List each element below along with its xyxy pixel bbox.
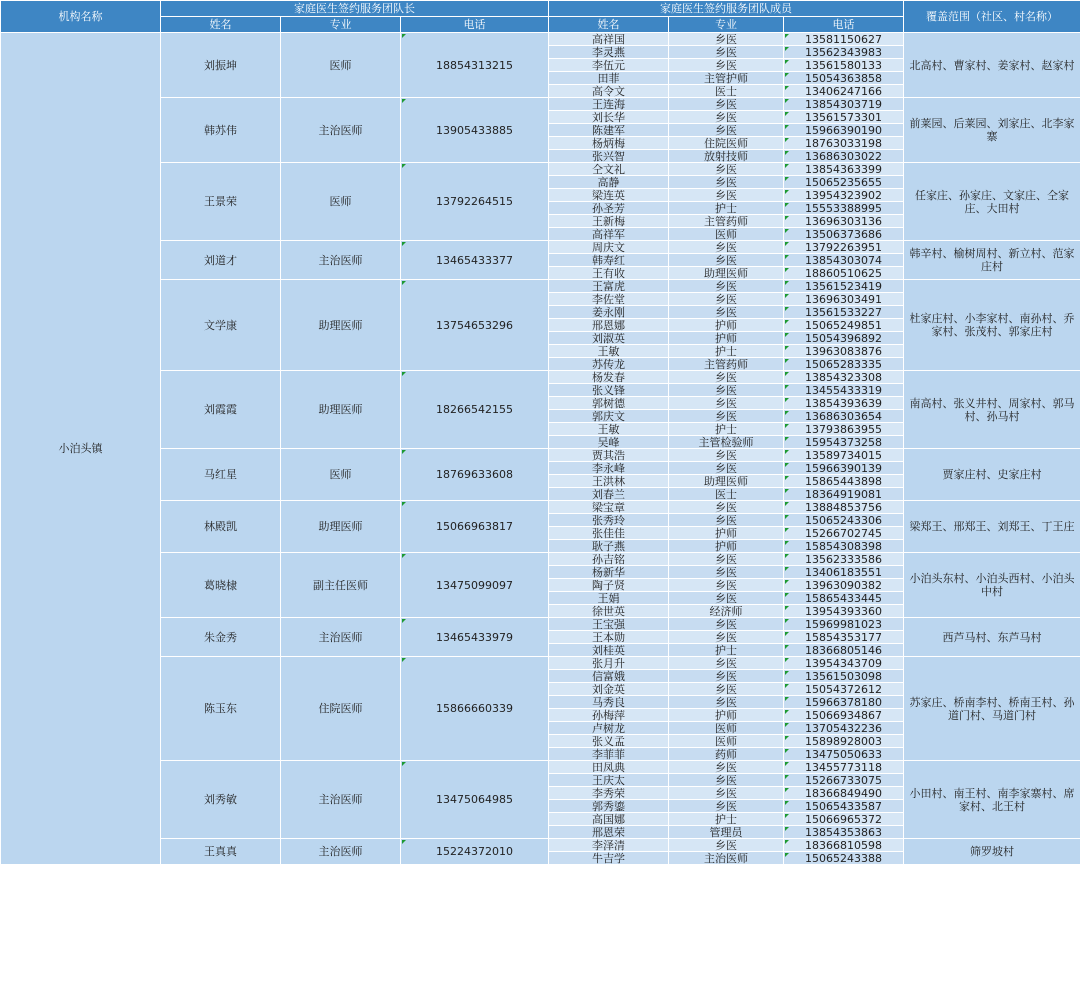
member-phone: 13854303719 — [784, 98, 904, 111]
member-name: 王宝强 — [549, 618, 669, 631]
table-row — [1, 241, 1080, 254]
member-phone: 13561580133 — [784, 59, 904, 72]
member-specialty: 护师 — [669, 527, 784, 540]
member-specialty: 乡医 — [669, 306, 784, 319]
member-phone: 15854353177 — [784, 631, 904, 644]
member-specialty: 护师 — [669, 709, 784, 722]
leader-specialty: 医师 — [281, 163, 401, 241]
member-name: 李灵燕 — [549, 46, 669, 59]
leader-specialty: 助理医师 — [281, 280, 401, 371]
member-specialty: 护师 — [669, 540, 784, 553]
leader-name: 葛晓棣 — [161, 553, 281, 618]
member-phone: 18366849490 — [784, 787, 904, 800]
member-name: 姜永刚 — [549, 306, 669, 319]
coverage-cell: 杜家庄村、小李家村、南孙村、乔家村、张茂村、郭家庄村 — [904, 280, 1080, 371]
member-phone: 13954393360 — [784, 605, 904, 618]
member-specialty: 护士 — [669, 813, 784, 826]
org-header: 机构名称 — [1, 1, 161, 33]
member-specialty: 主管护师 — [669, 72, 784, 85]
leader-specialty: 主治医师 — [281, 839, 401, 865]
member-phone: 13793863955 — [784, 423, 904, 436]
member-phone: 15898928003 — [784, 735, 904, 748]
member-specialty: 乡医 — [669, 670, 784, 683]
leader-specialty: 副主任医师 — [281, 553, 401, 618]
coverage-cell: 小田村、南王村、南李家寨村、席家村、北王村 — [904, 761, 1080, 839]
member-phone: 13954343709 — [784, 657, 904, 670]
member-specialty: 医师 — [669, 735, 784, 748]
coverage-cell: 韩辛村、榆树周村、新立村、范家庄村 — [904, 241, 1080, 280]
member-phone: 15065243306 — [784, 514, 904, 527]
leader-name: 刘道才 — [161, 241, 281, 280]
table-row — [1, 371, 1080, 384]
member-phone: 13562333586 — [784, 553, 904, 566]
table-row — [1, 280, 1080, 293]
member-phone: 13561533227 — [784, 306, 904, 319]
member-specialty: 乡医 — [669, 631, 784, 644]
coverage-cell: 贾家庄村、史家庄村 — [904, 449, 1080, 501]
member-specialty: 护师 — [669, 332, 784, 345]
member-specialty: 乡医 — [669, 696, 784, 709]
member-phone: 15954373258 — [784, 436, 904, 449]
leader-name: 王真真 — [161, 839, 281, 865]
member-phone: 18366810598 — [784, 839, 904, 852]
coverage-cell: 南高村、张义井村、周家村、郭马村、孙马村 — [904, 371, 1080, 449]
member-phone: 13561523419 — [784, 280, 904, 293]
member-phone: 13686303654 — [784, 410, 904, 423]
member-phone: 13963083876 — [784, 345, 904, 358]
member-specialty: 助理医师 — [669, 267, 784, 280]
member-name: 郭树德 — [549, 397, 669, 410]
member-name: 仝文礼 — [549, 163, 669, 176]
member-name: 徐世英 — [549, 605, 669, 618]
member-specialty: 住院医师 — [669, 137, 784, 150]
member-specialty: 主管检验师 — [669, 436, 784, 449]
member-name: 郭秀鎏 — [549, 800, 669, 813]
member-name: 李泽清 — [549, 839, 669, 852]
member-phone: 13884853756 — [784, 501, 904, 514]
member-phone: 18860510625 — [784, 267, 904, 280]
leader-phone: 13465433377 — [401, 241, 549, 280]
member-specialty: 乡医 — [669, 787, 784, 800]
member-phone: 13696303136 — [784, 215, 904, 228]
member-phone: 13455433319 — [784, 384, 904, 397]
member-specialty: 乡医 — [669, 176, 784, 189]
coverage-cell: 筛罗坡村 — [904, 839, 1080, 865]
member-phone: 15969981023 — [784, 618, 904, 631]
member-group-header: 家庭医生签约服务团队成员 — [549, 1, 904, 17]
member-name: 张月升 — [549, 657, 669, 670]
member-name: 高祥军 — [549, 228, 669, 241]
member-specialty: 乡医 — [669, 46, 784, 59]
member-phone: 13963090382 — [784, 579, 904, 592]
member-phone: 13406247166 — [784, 85, 904, 98]
member-specialty: 乡医 — [669, 98, 784, 111]
table-row — [1, 449, 1080, 462]
member-phone: 13406183551 — [784, 566, 904, 579]
member-specialty: 护士 — [669, 202, 784, 215]
member-name: 刘金英 — [549, 683, 669, 696]
coverage-cell: 苏家庄、桥南李村、桥南王村、孙道门村、马道门村 — [904, 657, 1080, 761]
member-specialty: 乡医 — [669, 774, 784, 787]
member-phone: 15966390139 — [784, 462, 904, 475]
leader-phone: 13465433979 — [401, 618, 549, 657]
member-name: 杨发春 — [549, 371, 669, 384]
leader-specialty: 医师 — [281, 33, 401, 98]
leader-phone: 13792264515 — [401, 163, 549, 241]
leader-specialty: 主治医师 — [281, 618, 401, 657]
member-name: 邢恩娜 — [549, 319, 669, 332]
member-name: 王敏 — [549, 345, 669, 358]
leader-phone: 18854313215 — [401, 33, 549, 98]
member-phone: 13854393639 — [784, 397, 904, 410]
leader-phone: 13475099097 — [401, 553, 549, 618]
member-specialty: 乡医 — [669, 163, 784, 176]
member-phone: 13581150627 — [784, 33, 904, 46]
member-specialty: 乡医 — [669, 241, 784, 254]
member-specialty: 乡医 — [669, 683, 784, 696]
leader-phone: 15866660339 — [401, 657, 549, 761]
member-name: 孙梅萍 — [549, 709, 669, 722]
member-name: 梁宝章 — [549, 501, 669, 514]
member-name: 王有收 — [549, 267, 669, 280]
member-phone: 18364919081 — [784, 488, 904, 501]
member-name: 王新梅 — [549, 215, 669, 228]
member-phone: 15065243388 — [784, 852, 904, 865]
leader-phone-header: 电话 — [401, 17, 549, 33]
member-name: 马秀良 — [549, 696, 669, 709]
member-specialty: 乡医 — [669, 579, 784, 592]
member-phone-header: 电话 — [784, 17, 904, 33]
member-name: 吴峰 — [549, 436, 669, 449]
table-row — [1, 657, 1080, 670]
table-row — [1, 839, 1080, 852]
member-phone: 15065249851 — [784, 319, 904, 332]
member-phone: 15553388995 — [784, 202, 904, 215]
coverage-cell: 前莱园、后莱园、刘家庄、北李家寨 — [904, 98, 1080, 163]
member-name: 李佐堂 — [549, 293, 669, 306]
member-name: 邢恩荣 — [549, 826, 669, 839]
member-specialty: 护士 — [669, 345, 784, 358]
member-name: 王富虎 — [549, 280, 669, 293]
member-name: 王敏 — [549, 423, 669, 436]
member-phone: 13506373686 — [784, 228, 904, 241]
member-name: 高国娜 — [549, 813, 669, 826]
member-phone: 15854308398 — [784, 540, 904, 553]
table-row — [1, 501, 1080, 514]
member-specialty: 乡医 — [669, 189, 784, 202]
member-specialty: 医师 — [669, 722, 784, 735]
member-phone: 13854353863 — [784, 826, 904, 839]
member-specialty: 医士 — [669, 85, 784, 98]
member-specialty: 乡医 — [669, 566, 784, 579]
member-specialty: 乡医 — [669, 657, 784, 670]
member-specialty: 护士 — [669, 423, 784, 436]
member-name: 王庆太 — [549, 774, 669, 787]
coverage-cell: 梁郑王、邢郑王、刘郑王、丁王庄 — [904, 501, 1080, 553]
member-phone: 13792263951 — [784, 241, 904, 254]
leader-name-header: 姓名 — [161, 17, 281, 33]
leader-phone: 15224372010 — [401, 839, 549, 865]
leader-name: 刘振坤 — [161, 33, 281, 98]
member-specialty: 主管药师 — [669, 358, 784, 371]
member-name: 王连海 — [549, 98, 669, 111]
member-name: 李永峰 — [549, 462, 669, 475]
member-specialty: 乡医 — [669, 839, 784, 852]
member-specialty: 乡医 — [669, 553, 784, 566]
member-name: 田凤典 — [549, 761, 669, 774]
member-specialty: 乡医 — [669, 761, 784, 774]
member-phone: 13854363399 — [784, 163, 904, 176]
member-specialty: 乡医 — [669, 371, 784, 384]
member-name: 张佳佳 — [549, 527, 669, 540]
coverage-header: 覆盖范围（社区、村名称） — [904, 1, 1080, 33]
member-phone: 15266733075 — [784, 774, 904, 787]
member-name: 信富娥 — [549, 670, 669, 683]
leader-name: 韩苏伟 — [161, 98, 281, 163]
member-phone: 13562343983 — [784, 46, 904, 59]
member-specialty: 乡医 — [669, 462, 784, 475]
coverage-cell: 小泊头东村、小泊头西村、小泊头中村 — [904, 553, 1080, 618]
leader-name: 陈玉东 — [161, 657, 281, 761]
member-name: 苏传龙 — [549, 358, 669, 371]
member-phone: 13705432236 — [784, 722, 904, 735]
member-specialty-header: 专业 — [669, 17, 784, 33]
member-specialty: 医师 — [669, 228, 784, 241]
member-specialty: 护师 — [669, 319, 784, 332]
leader-phone: 18769633608 — [401, 449, 549, 501]
member-specialty: 主治医师 — [669, 852, 784, 865]
leader-specialty: 住院医师 — [281, 657, 401, 761]
member-phone: 13475050633 — [784, 748, 904, 761]
member-phone: 18763033198 — [784, 137, 904, 150]
member-name: 刘桂英 — [549, 644, 669, 657]
member-phone: 15054363858 — [784, 72, 904, 85]
member-specialty: 乡医 — [669, 449, 784, 462]
member-name: 高祥国 — [549, 33, 669, 46]
member-specialty: 主管药师 — [669, 215, 784, 228]
member-name: 耿子燕 — [549, 540, 669, 553]
member-name: 贾其浩 — [549, 449, 669, 462]
member-specialty: 乡医 — [669, 293, 784, 306]
member-phone: 15066934867 — [784, 709, 904, 722]
member-specialty: 乡医 — [669, 501, 784, 514]
member-name: 韩寿红 — [549, 254, 669, 267]
member-name: 孙圣芳 — [549, 202, 669, 215]
member-phone: 15065433587 — [784, 800, 904, 813]
member-phone: 13696303491 — [784, 293, 904, 306]
member-specialty: 乡医 — [669, 800, 784, 813]
member-specialty: 放射技师 — [669, 150, 784, 163]
member-name: 杨新华 — [549, 566, 669, 579]
leader-group-header: 家庭医生签约服务团队长 — [161, 1, 549, 17]
leader-name: 王景荣 — [161, 163, 281, 241]
table-row — [1, 33, 1080, 46]
member-name: 王洪林 — [549, 475, 669, 488]
member-specialty: 乡医 — [669, 33, 784, 46]
coverage-cell: 北高村、曹家村、姜家村、赵家村 — [904, 33, 1080, 98]
member-name: 张义锋 — [549, 384, 669, 397]
member-phone: 13455773118 — [784, 761, 904, 774]
member-phone: 13854323308 — [784, 371, 904, 384]
table-body — [1, 33, 1080, 865]
member-specialty: 乡医 — [669, 514, 784, 527]
member-name: 李菲菲 — [549, 748, 669, 761]
member-name: 刘淑英 — [549, 332, 669, 345]
member-specialty: 乡医 — [669, 592, 784, 605]
member-phone: 13561573301 — [784, 111, 904, 124]
leader-phone: 13905433885 — [401, 98, 549, 163]
member-name: 王娟 — [549, 592, 669, 605]
member-name: 孙吉铭 — [549, 553, 669, 566]
member-specialty: 乡医 — [669, 280, 784, 293]
org-name-cell: 小泊头镇 — [1, 33, 161, 865]
leader-name: 马红星 — [161, 449, 281, 501]
leader-phone: 15066963817 — [401, 501, 549, 553]
member-phone: 15966378180 — [784, 696, 904, 709]
leader-name: 文学康 — [161, 280, 281, 371]
member-name: 梁连英 — [549, 189, 669, 202]
member-phone: 13589734015 — [784, 449, 904, 462]
member-phone: 13686303022 — [784, 150, 904, 163]
leader-specialty: 主治医师 — [281, 761, 401, 839]
member-name: 高令文 — [549, 85, 669, 98]
member-name: 陶子贤 — [549, 579, 669, 592]
member-specialty: 乡医 — [669, 124, 784, 137]
member-phone: 13954323902 — [784, 189, 904, 202]
member-phone: 13854303074 — [784, 254, 904, 267]
member-name: 李伍元 — [549, 59, 669, 72]
member-phone: 15865433445 — [784, 592, 904, 605]
member-specialty: 乡医 — [669, 59, 784, 72]
member-specialty: 乡医 — [669, 397, 784, 410]
member-specialty: 助理医师 — [669, 475, 784, 488]
member-name: 李秀荣 — [549, 787, 669, 800]
table-row — [1, 163, 1080, 176]
member-phone: 15966390190 — [784, 124, 904, 137]
leader-name: 朱金秀 — [161, 618, 281, 657]
leader-phone: 18266542155 — [401, 371, 549, 449]
member-name: 张义孟 — [549, 735, 669, 748]
leader-specialty-header: 专业 — [281, 17, 401, 33]
member-phone: 13561503098 — [784, 670, 904, 683]
leader-specialty: 助理医师 — [281, 371, 401, 449]
member-phone: 15066965372 — [784, 813, 904, 826]
member-name: 陈建军 — [549, 124, 669, 137]
leader-specialty: 医师 — [281, 449, 401, 501]
member-name: 牛吉学 — [549, 852, 669, 865]
leader-name: 刘霞霞 — [161, 371, 281, 449]
coverage-cell: 任家庄、孙家庄、文家庄、仝家庄、大田村 — [904, 163, 1080, 241]
member-name: 周庆文 — [549, 241, 669, 254]
member-specialty: 乡医 — [669, 111, 784, 124]
member-specialty: 医士 — [669, 488, 784, 501]
leader-specialty: 助理医师 — [281, 501, 401, 553]
member-name: 田菲 — [549, 72, 669, 85]
member-name: 高静 — [549, 176, 669, 189]
member-phone: 15065283335 — [784, 358, 904, 371]
coverage-cell: 西芦马村、东芦马村 — [904, 618, 1080, 657]
member-name: 杨炳梅 — [549, 137, 669, 150]
member-name: 张秀玲 — [549, 514, 669, 527]
member-name: 卢树龙 — [549, 722, 669, 735]
member-name: 刘春兰 — [549, 488, 669, 501]
member-name: 刘长华 — [549, 111, 669, 124]
leader-specialty: 主治医师 — [281, 98, 401, 163]
leader-specialty: 主治医师 — [281, 241, 401, 280]
leader-name: 林殿凯 — [161, 501, 281, 553]
member-name: 王本勋 — [549, 631, 669, 644]
table-header — [1, 1, 1080, 33]
member-specialty: 乡医 — [669, 410, 784, 423]
member-name: 张兴智 — [549, 150, 669, 163]
member-phone: 15065235655 — [784, 176, 904, 189]
table-row — [1, 618, 1080, 631]
member-specialty: 乡医 — [669, 254, 784, 267]
leader-phone: 13754653296 — [401, 280, 549, 371]
member-specialty: 护士 — [669, 644, 784, 657]
member-phone: 15054372612 — [784, 683, 904, 696]
table-row — [1, 98, 1080, 111]
member-name-header: 姓名 — [549, 17, 669, 33]
member-phone: 15054396892 — [784, 332, 904, 345]
member-specialty: 药师 — [669, 748, 784, 761]
member-specialty: 经济师 — [669, 605, 784, 618]
member-phone: 18366805146 — [784, 644, 904, 657]
member-specialty: 乡医 — [669, 618, 784, 631]
table-row — [1, 553, 1080, 566]
member-phone: 15865443898 — [784, 475, 904, 488]
member-phone: 15266702745 — [784, 527, 904, 540]
member-name: 郭庆文 — [549, 410, 669, 423]
member-specialty: 乡医 — [669, 384, 784, 397]
member-specialty: 管理员 — [669, 826, 784, 839]
leader-phone: 13475064985 — [401, 761, 549, 839]
table-row — [1, 761, 1080, 774]
leader-name: 刘秀敏 — [161, 761, 281, 839]
